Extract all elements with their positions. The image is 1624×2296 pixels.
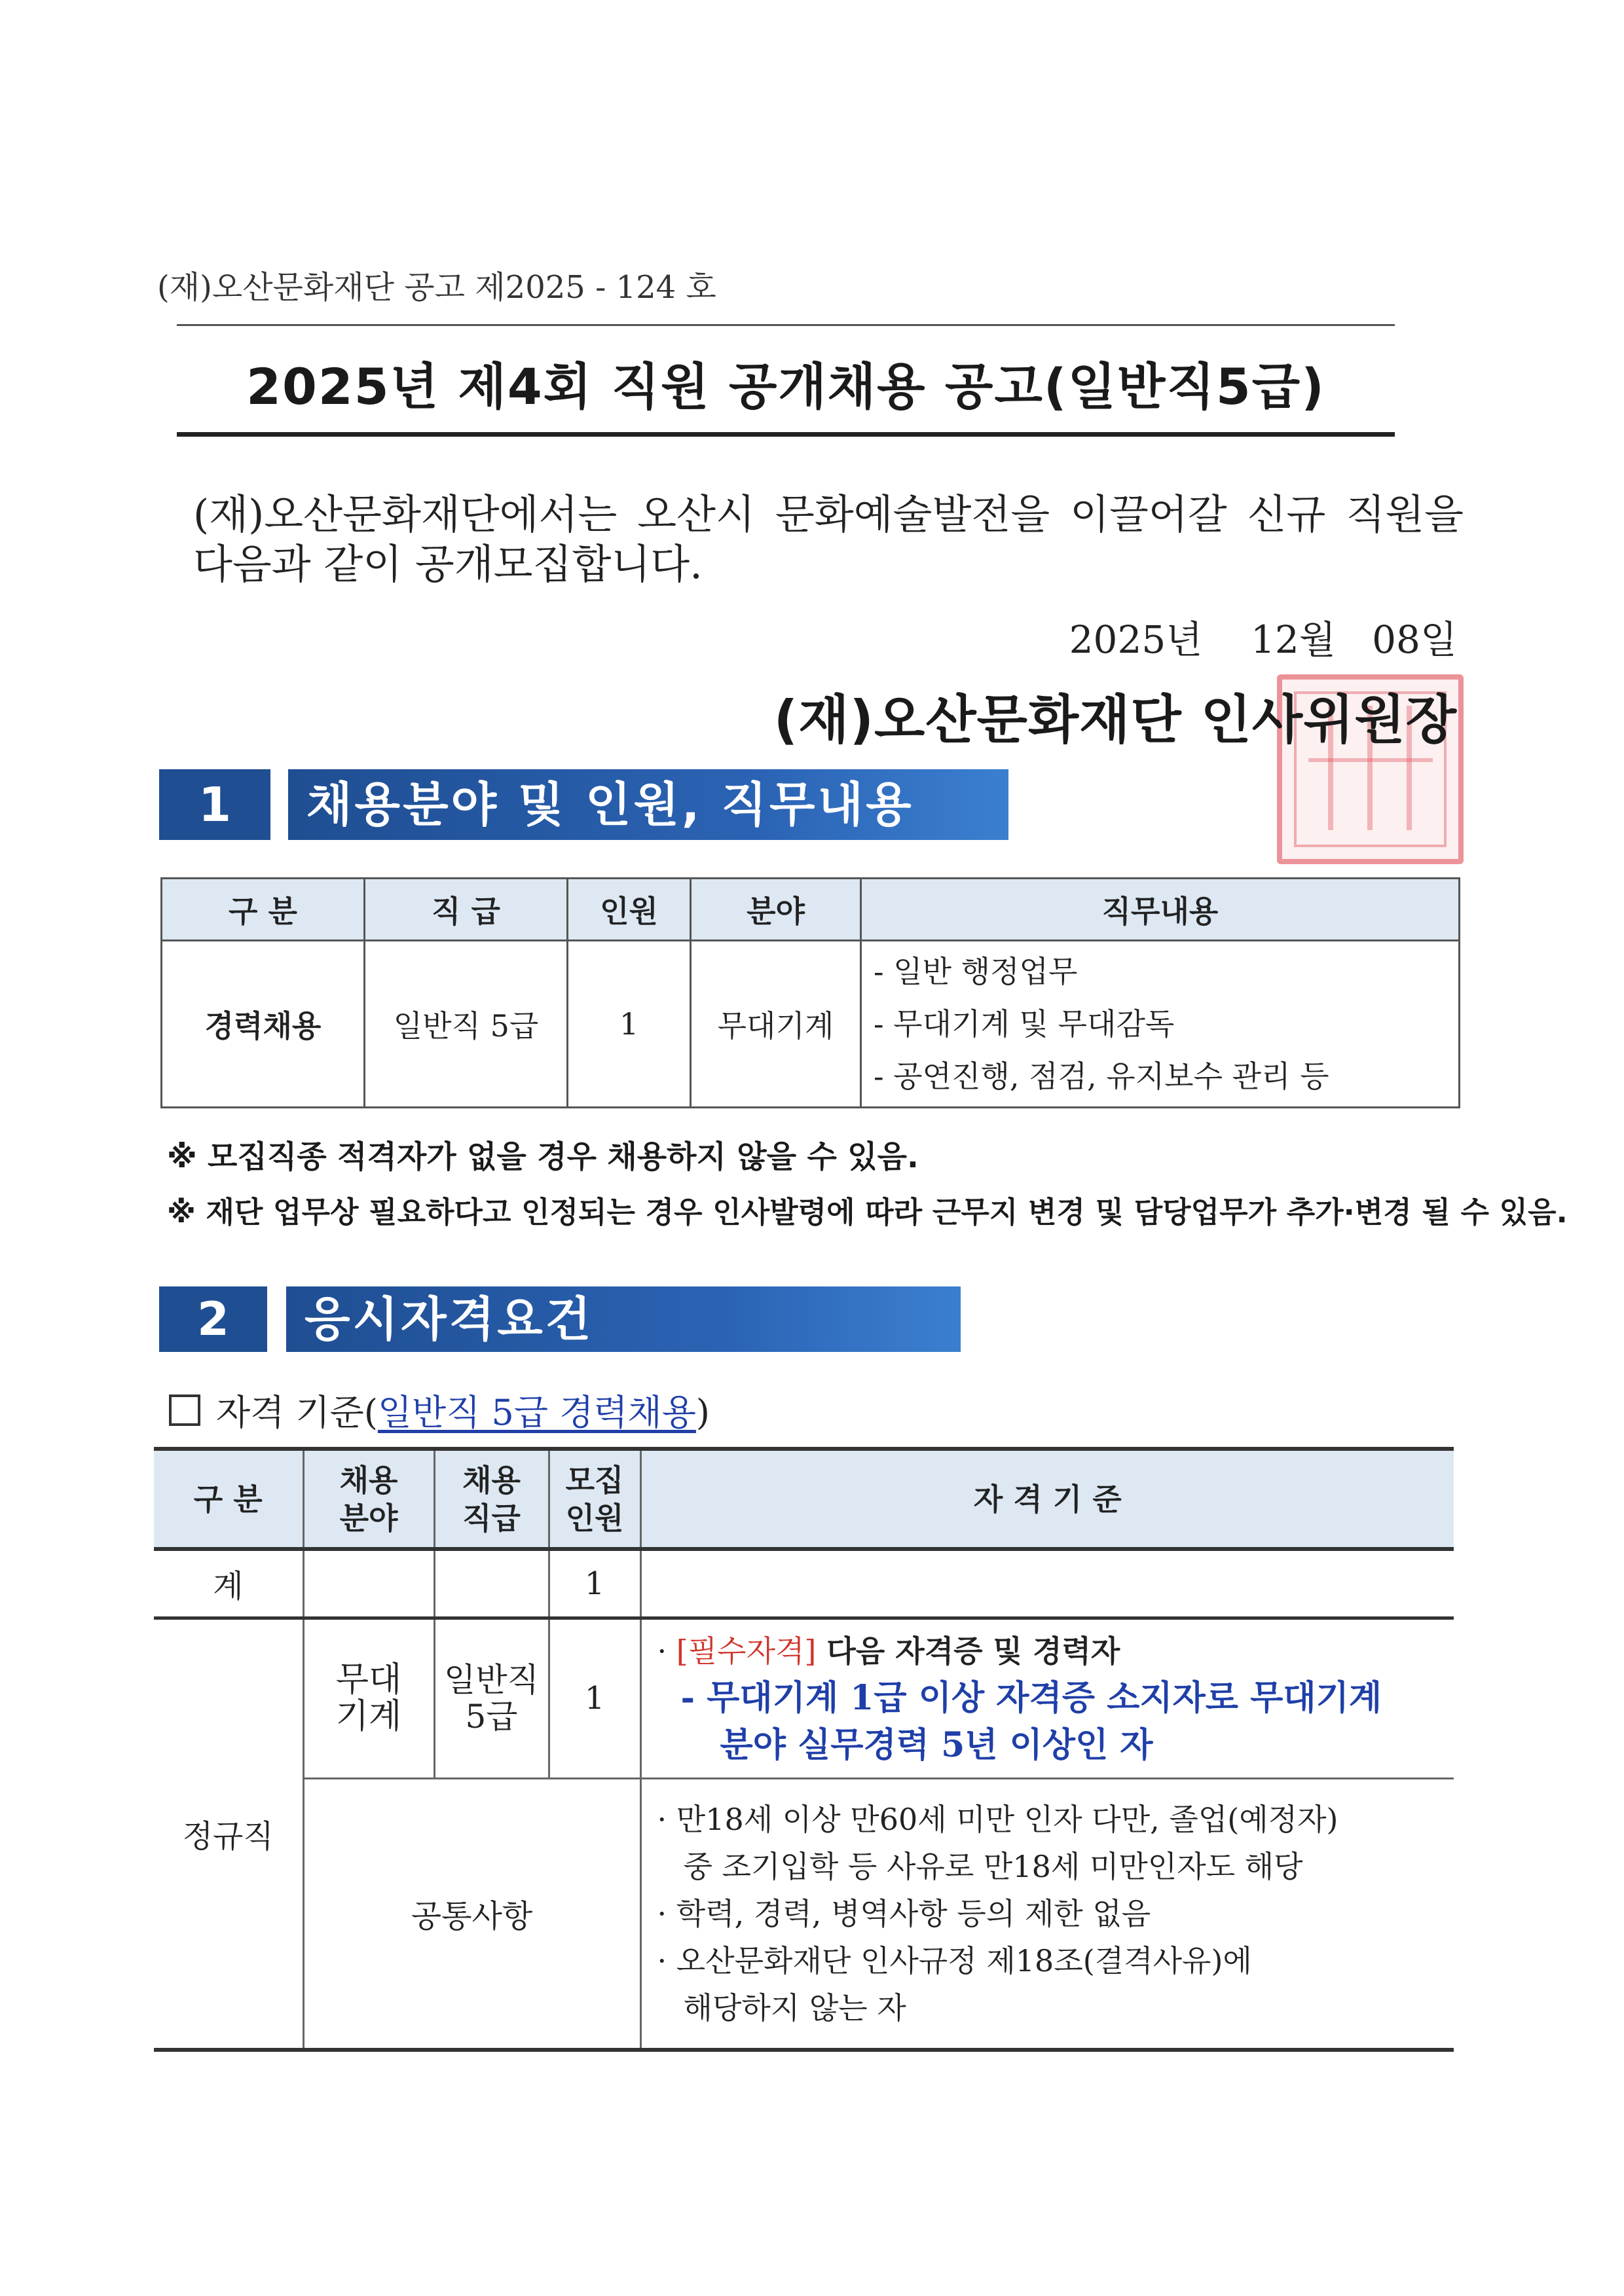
title-rule-bottom: [177, 432, 1395, 437]
cell-common-label: 공통사항: [303, 1778, 640, 2050]
notice-number: (재)오산문화재단 공고 제2025 - 124 호: [157, 269, 716, 306]
issuer-name: (재)오산문화재단 인사위원장: [773, 689, 1457, 750]
cell-field: 무대기계: [691, 941, 861, 1108]
col-header-grade: 직 급: [365, 879, 568, 941]
cell-count: 1: [568, 941, 691, 1108]
col-header-count: 모집 인원: [549, 1449, 640, 1549]
table-header-row: [154, 1449, 1454, 1549]
required-bullet: ·: [657, 1633, 676, 1669]
common-item: · 오산문화재단 인사규정 제18조(결격사유)에: [657, 1942, 1252, 1978]
cell-total-count: 1: [549, 1549, 640, 1618]
col-header-criteria: 자 격 기 준: [640, 1449, 1454, 1549]
cell-total-field: [303, 1549, 434, 1618]
cell-total-label: 계: [154, 1549, 303, 1618]
table-row-common: [154, 1778, 1454, 2050]
table-row-total: [154, 1549, 1454, 1618]
cell-total-criteria: [640, 1549, 1454, 1618]
notice-date: 2025년 12월 08일: [1069, 617, 1457, 662]
common-item: · 학력, 경력, 병역사항 등의 제한 없음: [657, 1895, 1151, 1931]
criteria-prefix: 자격 기준(: [216, 1392, 378, 1433]
cell-duties: [861, 941, 1460, 1108]
intro-paragraph: (재)오산문화재단에서는 오산시 문화예술발전을 이끌어갈 신규 직원을 다음과 같이 공개모집합니다.: [193, 490, 1464, 588]
criteria-link: 일반직 5급 경력채용: [377, 1392, 696, 1433]
title-rule-top: [177, 324, 1395, 326]
common-item: 중 조기입학 등 사유로 만18세 미만인자도 해당: [683, 1848, 1303, 1884]
required-tag: [필수자격]: [676, 1633, 817, 1669]
col-header-field: 채용 분야: [303, 1449, 434, 1549]
section-2-title: 응시자격요건: [286, 1286, 961, 1352]
recruitment-table: [160, 877, 1460, 1108]
cell-required-criteria: [640, 1618, 1454, 1778]
cell-grade: 일반직 5급: [365, 941, 568, 1108]
col-header-grade: 채용 직급: [434, 1449, 549, 1549]
required-text: 다음 자격증 및 경력자: [816, 1633, 1120, 1669]
col-header-field: 분야: [691, 879, 861, 941]
cell-regular-count: 1: [549, 1618, 640, 1778]
table-row: [162, 941, 1460, 1108]
duty-item: - 무대기계 및 무대감독: [874, 1006, 1175, 1042]
criteria-heading: [169, 1385, 710, 1435]
col-header-count: 인원: [568, 879, 691, 941]
duty-item: - 일반 행정업무: [874, 954, 1078, 989]
col-header-category: 구 분: [162, 879, 365, 941]
table-row-regular: [154, 1618, 1454, 1778]
section-1-number: 1: [159, 769, 270, 840]
criteria-suffix: ): [695, 1392, 710, 1433]
cell-common-criteria: [640, 1778, 1454, 2050]
cell-category: 경력채용: [162, 941, 365, 1108]
required-line: [657, 1628, 1454, 1675]
document-title: 2025년 제4회 직원 공개채용 공고(일반직5급): [246, 357, 1325, 416]
col-header-category: 구 분: [154, 1449, 303, 1549]
checkbox-icon: [169, 1394, 200, 1426]
section-1-title: 채용분야 및 인원, 직무내용: [288, 769, 1008, 840]
duty-item: - 공연진행, 점검, 유지보수 관리 등: [874, 1059, 1329, 1094]
note-duty-change: ※ 재단 업무상 필요하다고 인정되는 경우 인사발령에 따라 근무지 변경 및 담당업무가 추가·변경 될 수 있음.: [167, 1195, 1568, 1230]
cell-regular-label: 정규직: [154, 1618, 303, 2050]
note-no-qualified: ※ 모집직종 적격자가 없을 경우 채용하지 않을 수 있음.: [167, 1139, 919, 1175]
cell-regular-field: 무대 기계: [303, 1618, 434, 1778]
qualification-table: [154, 1447, 1454, 2052]
common-item: · 만18세 이상 만60세 미만 인자 다만, 졸업(예정자): [657, 1801, 1338, 1837]
table-header-row: [162, 879, 1460, 941]
required-detail: 분야 실무경력 5년 이상인 자: [720, 1725, 1153, 1765]
cell-regular-grade: 일반직 5급: [434, 1618, 549, 1778]
required-detail: - 무대기계 1급 이상 자격증 소지자로 무대기계: [680, 1678, 1382, 1718]
col-header-duties: 직무내용: [861, 879, 1460, 941]
common-item: 해당하지 않는 자: [683, 1990, 906, 2026]
section-2-number: 2: [159, 1286, 267, 1352]
cell-total-grade: [434, 1549, 549, 1618]
